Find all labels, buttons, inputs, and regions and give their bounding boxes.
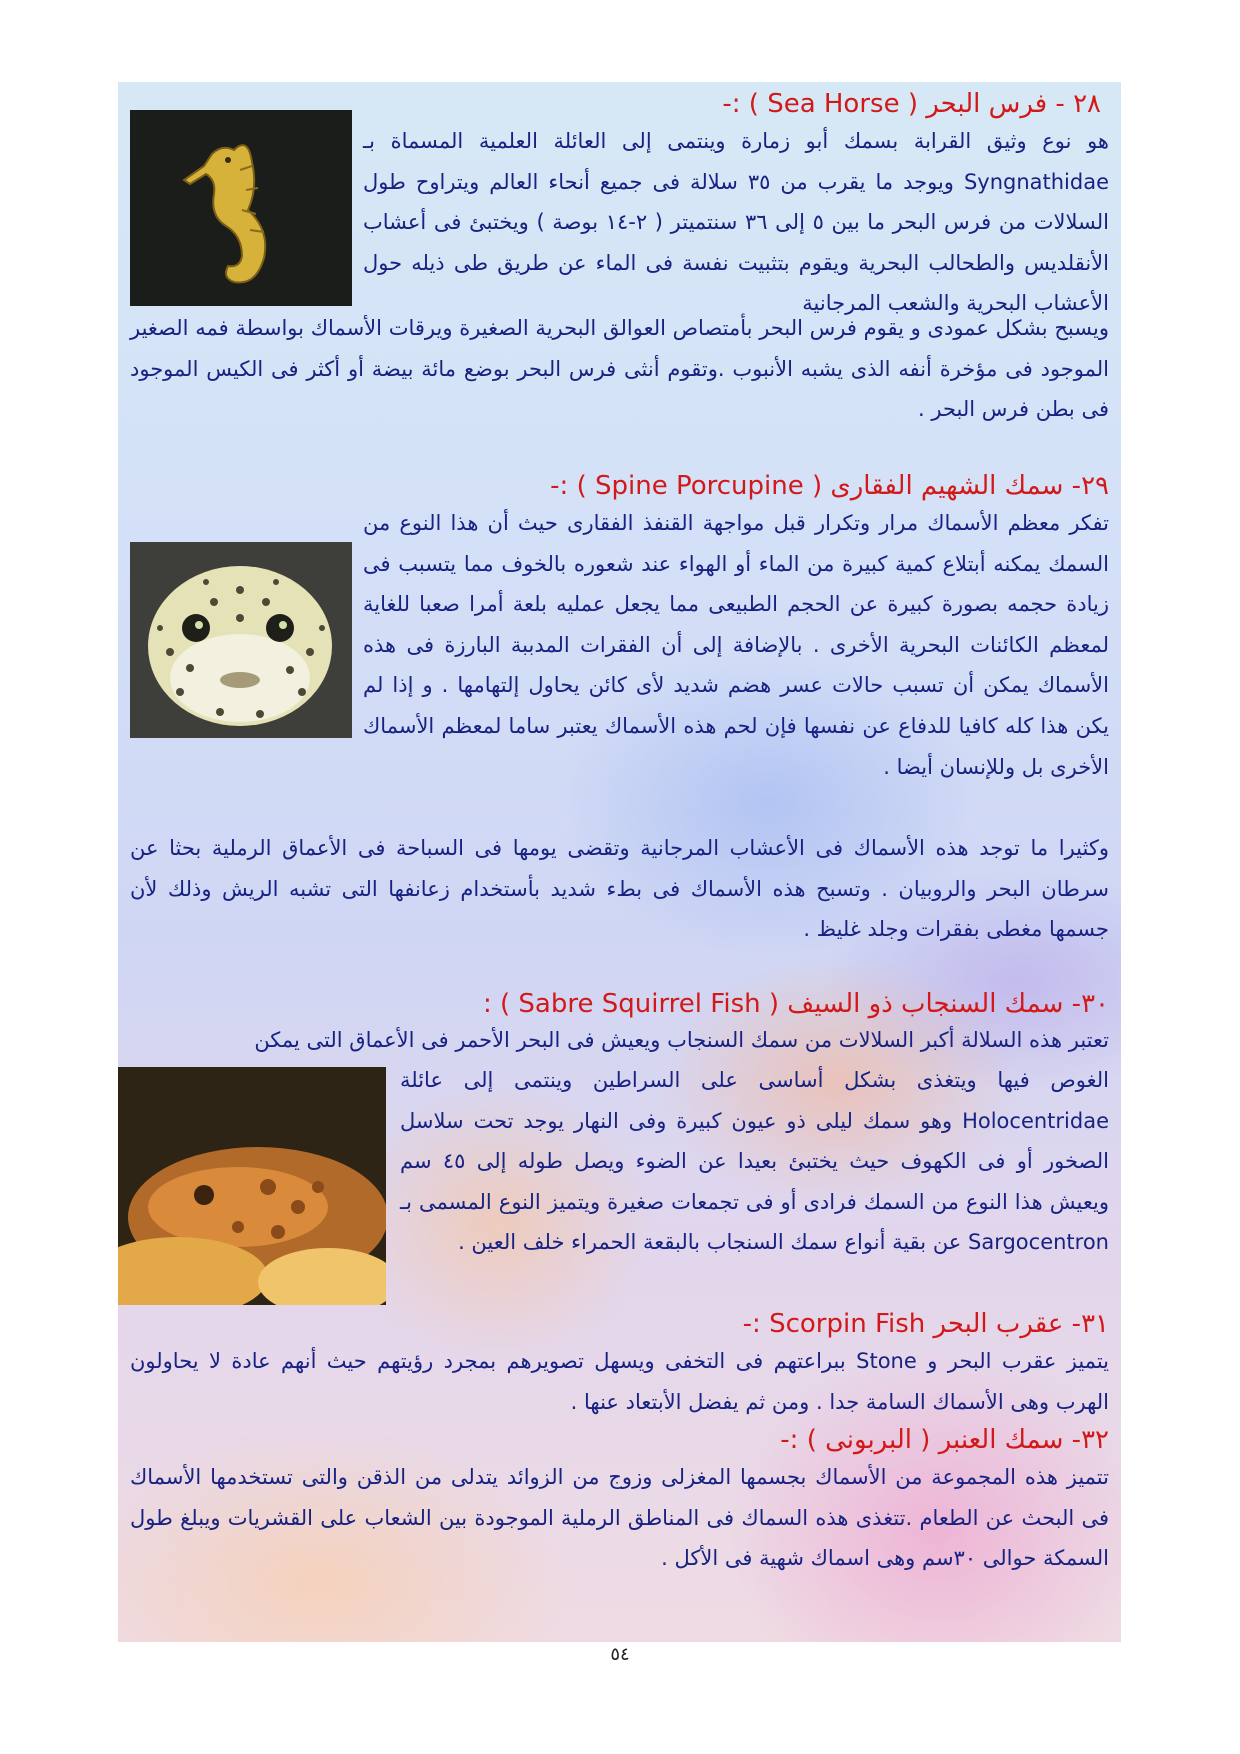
sea-horse-paragraph-1: هو نوع وثيق القرابة بسمك أبو زمارة وينتمى إلى العائلة العلمية المسماة بـ Syngnathidae ويوجد ما يقرب من ٣٥ سلالة فى جميع أنحاء العالم ويتراوح طول السلالات من فرس البحر ما بين ٥ إلى ٣٦ سنتميتر ( ٢-١٤ بوصة ) ويختبئ فى أعشاب الأنقلديس والطحالب البحرية ويقوم بتثبيت نفسة فى الماء عن طريق طى ذيله حول الأعشاب البحرية والشعب المرجانية (363, 129, 1110, 316)
porcupine-paragraph-2: وكثيرا ما توجد هذه الأسماك فى الأعشاب المرجانية وتقضى يومها فى السباحة فى الأعماق الرملية بحثا عن سرطان البحر والروبيان . وتسبح هذه الأسماك فى بطء شديد بأستخدام زعانفها التى تشبه الريش وذلك لأن جسمها مغطى بفقرات وجلد غليظ . (130, 836, 1109, 942)
scorpin-fish-paragraph: يتميز عقرب البحر و Stone ببراعتهم فى التخفى ويسهل تصويرهم بمجرد رؤيتهم حيث أنهم عادة لا يحاولون الهرب وهى الأسماك السامة جدا . ومن ثم يفضل الأبتعاد عنها . (130, 1349, 1109, 1414)
page-number: ٥٤ (610, 1644, 630, 1665)
heading-sabre-squirrel-fish: ٣٠- سمك السنجاب ذو السيف ( Sabre Squirrel Fish ) : (482, 989, 1109, 1019)
porcupine-paragraph-1: تفكر معظم الأسماك مرار وتكرار قبل مواجهة القنفذ الفقارى حيث أن هذا النوع من السمك يمكنه أبتلاع كمية كبيرة من الماء أو الهواء عند شعوره بالخوف مما يتسبب فى زيادة حجمه بصورة كبيرة عن الحجم الطبيعى مما يجعل عمليه بلعة أمرا صعبا للغاية لمعظم الكائنات البحرية الأخرى . بالإضافة إلى أن الفقرات المدببة البارزة فى هذه الأسماك يمكن أن تسبب حالات عسر هضم شديد لأى كائن يحاول إلتهامها . و إذا لم يكن هذا كله كافيا للدفاع عن نفسها فإن لحم هذه الأسماك يعتبر ساما لمعظم الأسماك الأخرى بل وللإنسان أيضا . (363, 511, 1109, 779)
heading-sea-horse: ٢٨ - فرس البحر ( Sea Horse ) :- (722, 89, 1101, 119)
heading-amber-fish: ٣٢- سمك العنبر ( البربونى ) :- (780, 1425, 1109, 1455)
heading-scorpin-fish: ٣١- عقرب البحر Scorpin Fish :- (742, 1309, 1109, 1339)
sea-horse-paragraph-2: ويسبح بشكل عمودى و يقوم فرس البحر بأمتصاص العوالق البحرية الصغيرة ويرقات الأسماك بواسطة فمه الصغير الموجود فى مؤخرة أنفه الذى يشبه الأنبوب .وتقوم أنثى فرس البحر بوضع مائة بيضة أو أكثر فى الكيس الموجود فى بطن فرس البحر . (130, 316, 1109, 422)
squirrel-fish-paragraph-2: الغوص فيها ويتغذى بشكل أساسى على السراطين وينتمى إلى عائلة Holocentridae وهو سمك ليلى ذو عيون كبيرة وفى النهار يوجد تحت سلاسل الصخور أو فى الكهوف حيث يختبئ بعيدا عن الضوء ويصل طوله إلى ٤٥ سم ويعيش هذا النوع من السمك فرادى أو فى تجمعات صغيرة ويتميز النوع المسمى بـ Sargocentron عن بقية أنواع سمك السنجاب بالبقعة الحمراء خلف العين . (400, 1068, 1110, 1255)
heading-spine-porcupine: ٢٩- سمك الشهيم الفقارى ( Spine Porcupine ) :- (550, 471, 1109, 501)
porcupine-fish-photo (130, 542, 352, 738)
amber-fish-paragraph: تتميز هذه المجموعة من الأسماك بجسمها المغزلى وزوج من الزوائد يتدلى من الذقن والتى تستخدمها الأسماك فى البحث عن الطعام .تتغذى هذه السماك فى المناطق الرملية الموجودة بين الشعاب على القشريات ويبلغ طول السمكة حوالى ٣٠سم وهى اسماك شهية فى الأكل . (130, 1465, 1109, 1571)
seahorse-photo (130, 110, 352, 306)
squirrel-fish-paragraph-1: تعتبر هذه السلالة أكبر السلالات من سمك السنجاب ويعيش فى البحر الأحمر فى الأعماق التى يمكن (254, 1028, 1109, 1052)
page-panel (118, 82, 1121, 1642)
squirrel-fish-photo (118, 1067, 386, 1305)
